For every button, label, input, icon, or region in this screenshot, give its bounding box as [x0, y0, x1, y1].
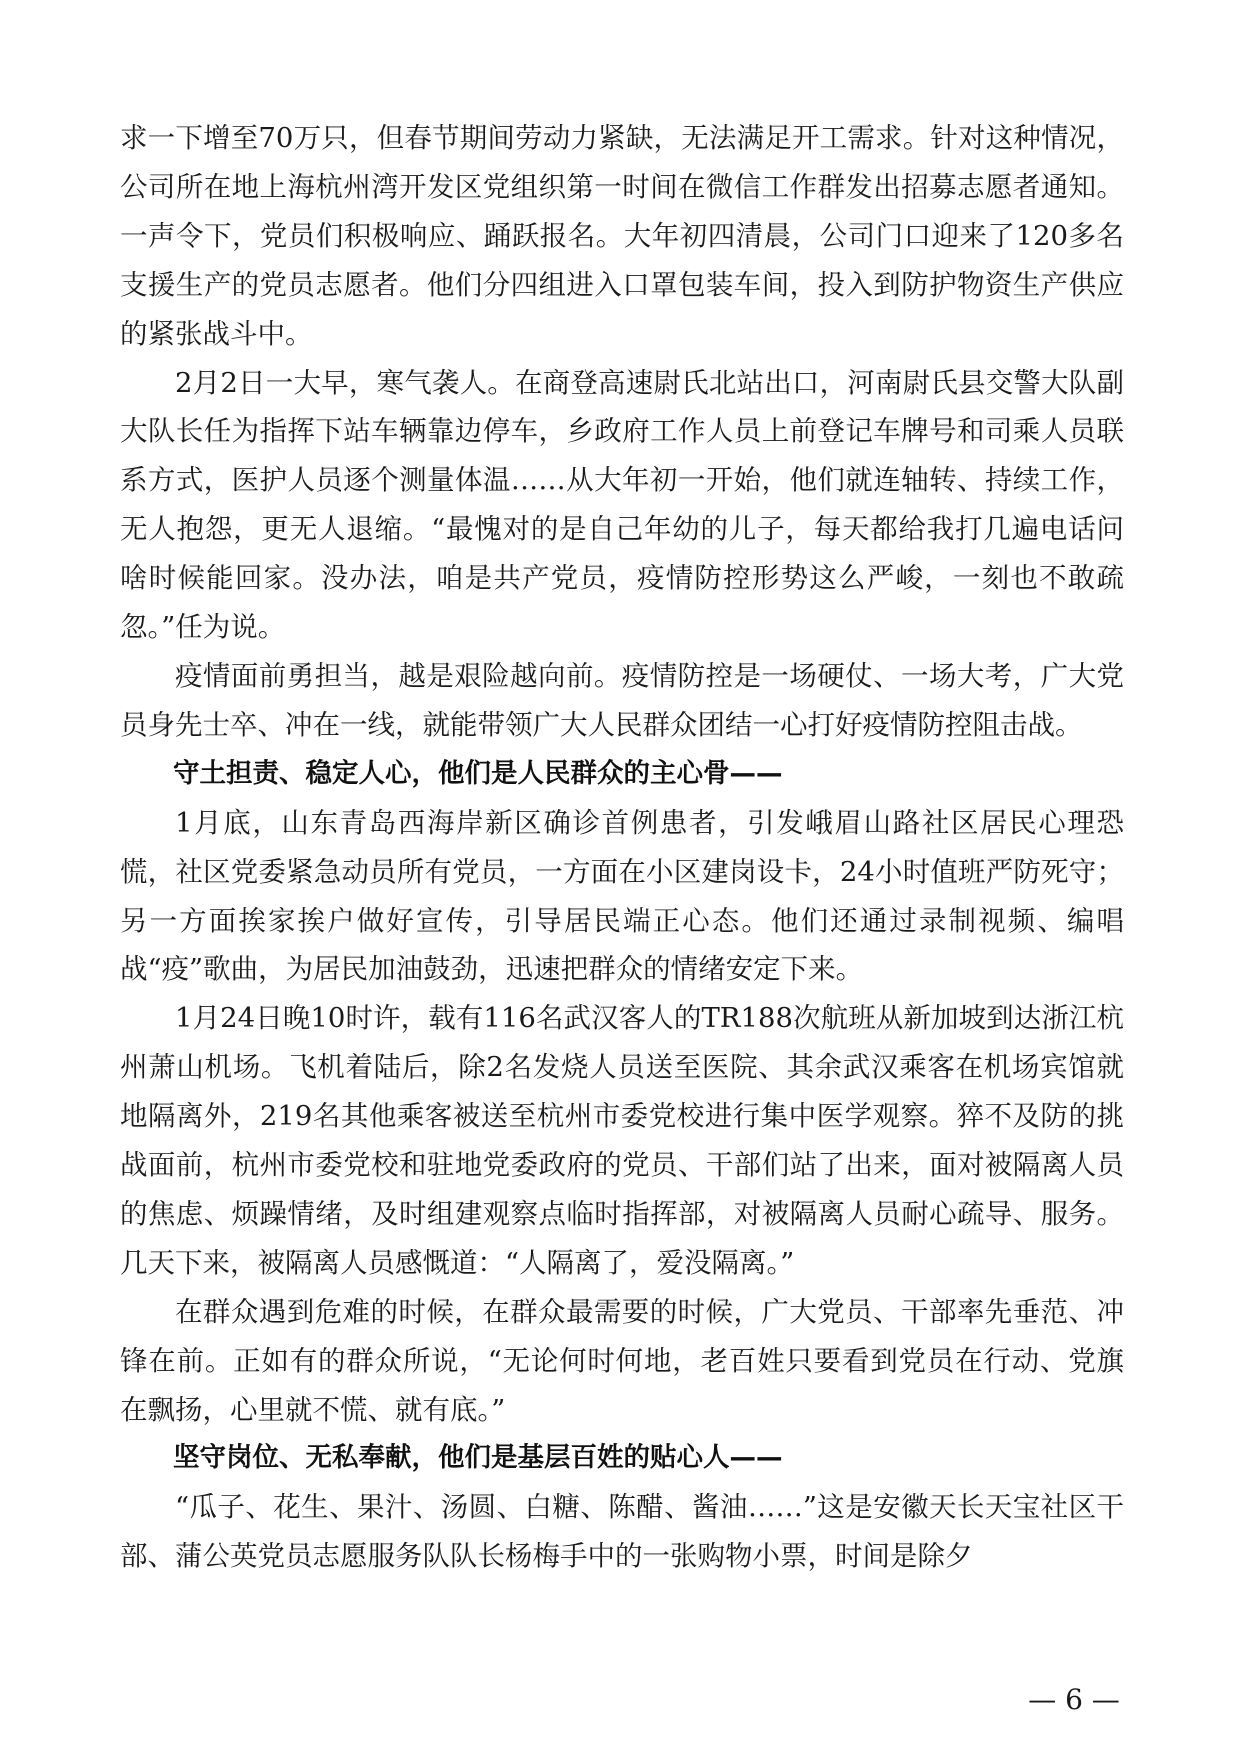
paragraph-shopping-receipt: “瓜子、花生、果汁、汤圆、白糖、陈醋、酱油……”这是安徽天长天宝社区干部、蒲公英党员志愿服务队队长杨梅手中的一张购物小票，时间是除夕: [120, 1491, 1124, 1573]
paragraph-epidemic-responsibility: 疫情面前勇担当，越是艰险越向前。疫情防控是一场硬仗、一场大考，广大党员身先士卒、冲在一线，就能带领广大人民群众团结一心打好疫情防控阻击战。: [120, 659, 1124, 741]
paragraph-hangzhou-flight: 1月24日晚10时许，载有116名武汉客人的TR188次航班从新加坡到达浙江杭州萧山机场。飞机着陆后，除2名发烧人员送至医院、其余武汉乘客在机场宾馆就地隔离外，219名其他乘客被送至杭州市委党校进行集中医学观察。猝不及防的挑战面前，杭州市委党校和驻地党委政府的党员、干部们站了出来，面对被隔离人员的焦虑、烦躁情绪，及时组建观察点临时指挥部，对被隔离人员耐心疏导、服务。几天下来，被隔离人员感慨道：“人隔离了，爱没隔离。”: [120, 1002, 1124, 1279]
paragraph-mask-production: 求一下增至70万只，但春节期间劳动力紧缺，无法满足开工需求。针对这种情况，公司所在地上海杭州湾开发区党组织第一时间在微信工作群发出招募志愿者通知。一声令下，党员们积极响应、踊跃报名。大年初四清晨，公司门口迎来了120多名支援生产的党员志愿者。他们分四组进入口罩包装车间，投入到防护物资生产供应的紧张战斗中。: [120, 122, 1124, 350]
paragraph-traffic-checkpoint: 2月2日一大早，寒气袭人。在商登高速尉氏北站出口，河南尉氏县交警大队副大队长任为指挥下站车辆靠边停车，乡政府工作人员上前登记车牌号和司乘人员联系方式，医护人员逐个测量体温……从大年初一开始，他们就连轴转、持续工作，无人抱怨，更无人退缩。“最愧对的是自己年幼的儿子，每天都给我打几遍电话问啥时候能回家。没办法，咱是共产党员，疫情防控形势这么严峻，一刻也不敢疏忽。”任为说。: [120, 366, 1124, 644]
document-body: [120, 114, 1124, 1581]
section-heading-backbone: 守土担责、稳定人心，他们是人民群众的主心骨——: [173, 757, 783, 789]
paragraph-qingdao-community: 1月底，山东青岛西海岸新区确诊首例患者，引发峨眉山路社区居民心理恐慌，社区党委紧急动员所有党员，一方面在小区建岗设卡，24小时值班严防死守；另一方面挨家挨户做好宣传，引导居民端正心态。他们还通过录制视频、编唱战“疫”歌曲，为居民加油鼓劲，迅速把群众的情绪安定下来。: [120, 806, 1124, 986]
section-heading-caring: 坚守岗位、无私奉献，他们是基层百姓的贴心人——: [173, 1442, 783, 1474]
page-number: — 6 —: [1028, 1683, 1120, 1716]
paragraph-leading-example: 在群众遇到危难的时候，在群众最需要的时候，广大党员、干部率先垂范、冲锋在前。正如有的群众所说，“无论何时何地，老百姓只要看到党员在行动、党旗在飘扬，心里就不慌、就有底。”: [120, 1295, 1124, 1426]
